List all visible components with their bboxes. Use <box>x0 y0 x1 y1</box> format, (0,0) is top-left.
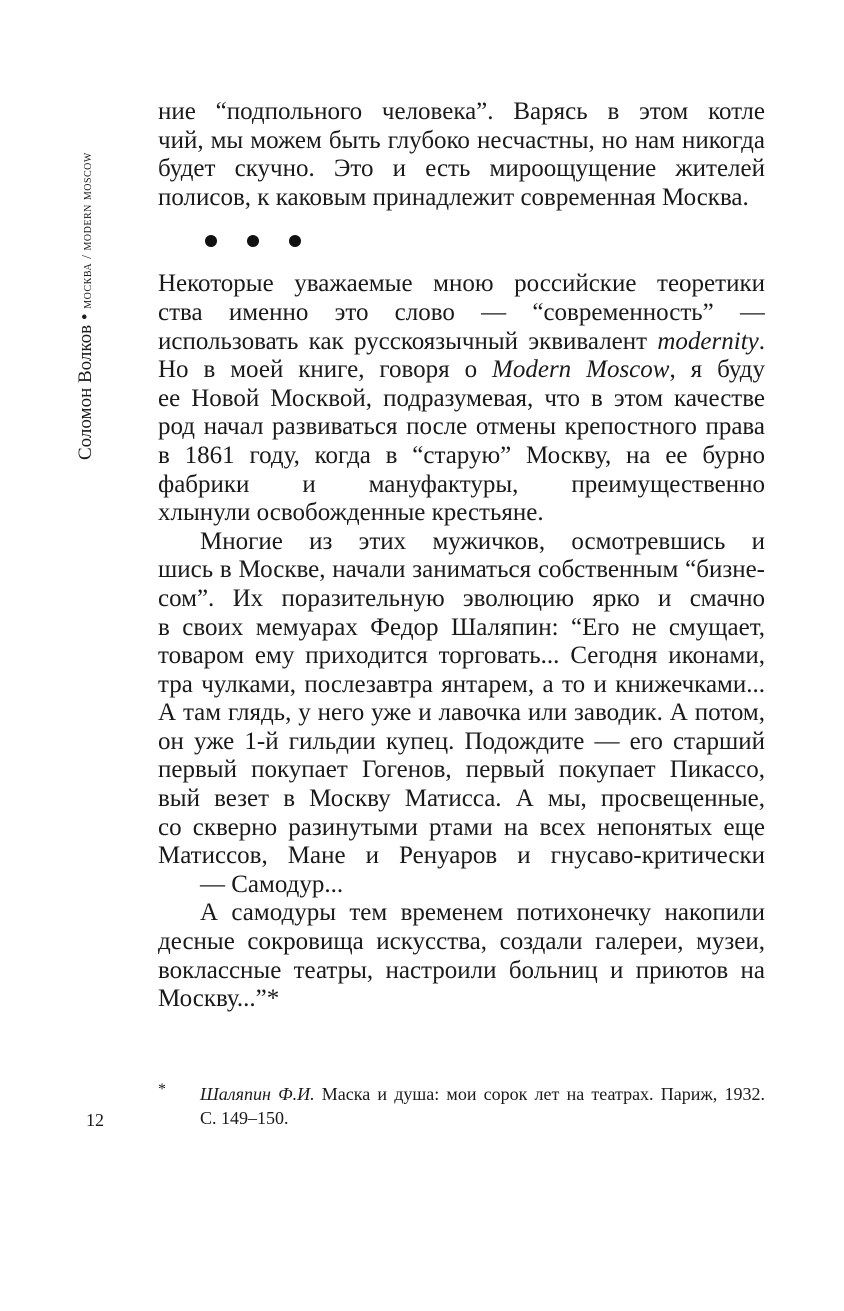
text-line: Матиссов, Мане и Ренуаров и гнусаво-критически <box>158 842 765 870</box>
text-line: ства именно это слово — “современность” — <box>158 298 765 326</box>
footnote-mark: * <box>158 1081 166 1098</box>
text-line: в своих мемуарах Федор Шаляпин: “Его не смущает, <box>158 613 765 641</box>
dot-ornament <box>247 235 259 247</box>
footnote-author: Шаляпин Ф.И. <box>200 1084 315 1104</box>
text-line: сом”. Их поразительную эволюцию ярко и смачно <box>158 584 765 612</box>
text-line: чий, мы можем быть глубоко несчастны, но нам никогда <box>158 126 765 154</box>
text-line: полисов, к каковым принадлежит современная Москва. <box>158 183 749 211</box>
footnote-line: С. 149–150. <box>200 1108 289 1128</box>
text-line: хлынули освобожденные крестьяне. <box>158 499 544 527</box>
text-line: Москву...”* <box>158 985 280 1013</box>
running-head-title: москва / modern moscow <box>80 152 95 309</box>
text-line: со скверно разинутыми ртами на всех непонятых еще <box>158 813 765 841</box>
text-line: воклассные театры, настроили больниц и приютов на <box>158 956 765 984</box>
footnote-text <box>200 1082 765 1130</box>
running-head-separator: • <box>75 313 96 321</box>
text-line: род начал развиваться после отмены крепостного права <box>158 413 765 441</box>
running-head <box>72 100 100 460</box>
running-head-author: Соломон Волков <box>75 324 96 460</box>
section-break-dots <box>158 212 765 270</box>
italic-term: Modern Moscow <box>492 356 670 384</box>
text-run: . <box>758 327 765 355</box>
text-line: тра чулками, послезавтра янтарем, а то и книжечками... <box>158 670 765 698</box>
paragraph-1 <box>158 270 765 527</box>
paragraph-3 <box>158 899 765 1013</box>
paragraph-2 <box>158 528 765 871</box>
dot-ornament <box>205 235 217 247</box>
text-line: товаром ему приходится торговать... Сегодня иконами, <box>158 642 765 670</box>
dot-ornament <box>289 235 301 247</box>
text-line: в 1861 году, когда в “старую” Москву, на ее бурно <box>158 441 765 469</box>
text-line: Многие из этих мужичков, осмотревшись и <box>200 527 765 555</box>
text-line: первый покупает Гогенов, первый покупает Пикассо, <box>158 756 765 784</box>
dialogue-line: — Самодур... <box>200 870 344 898</box>
text-line: Некоторые уважаемые мною российские теоретики <box>158 270 765 298</box>
text-line-mixed <box>158 328 765 357</box>
text-line: фабрики и мануфактуры, преимущественно <box>158 470 765 498</box>
text-run: , я буду <box>669 356 765 384</box>
main-text <box>158 98 765 1014</box>
text-line: ние “подпольного человека”. Варясь в этом котле <box>158 98 765 125</box>
text-line: он уже 1-й гильдии купец. Подождите — его старший <box>158 727 765 755</box>
text-run: использовать как русскоязычный эквивалент <box>158 327 658 355</box>
page-number: 12 <box>86 1110 104 1130</box>
footnote-citation: Маска и душа: мои сорок лет на театрах. Париж, 1932. <box>314 1084 765 1104</box>
footnote-line <box>200 1082 765 1106</box>
italic-term: modernity <box>657 327 759 355</box>
top-paragraph <box>158 98 765 212</box>
text-line: шись в Москве, начали заниматься собственным “бизне- <box>158 556 765 584</box>
text-line: вый везет в Москву Матисса. А мы, просвещенные, <box>158 785 765 813</box>
text-line: десные сокровища искусства, создали галереи, музеи, <box>158 928 765 956</box>
text-line: будет скучно. Это и есть мироощущение жителей <box>158 155 765 183</box>
text-line: А там глядь, у него уже и лавочка или заводик. А потом, <box>158 699 765 727</box>
text-run: Но в моей книге, говоря о <box>158 356 493 384</box>
text-line-mixed <box>158 356 765 385</box>
text-line: ее Новой Москвой, подразумевая, что в этом качестве <box>158 384 765 412</box>
text-line: А самодуры тем временем потихонечку накопили <box>200 899 765 927</box>
